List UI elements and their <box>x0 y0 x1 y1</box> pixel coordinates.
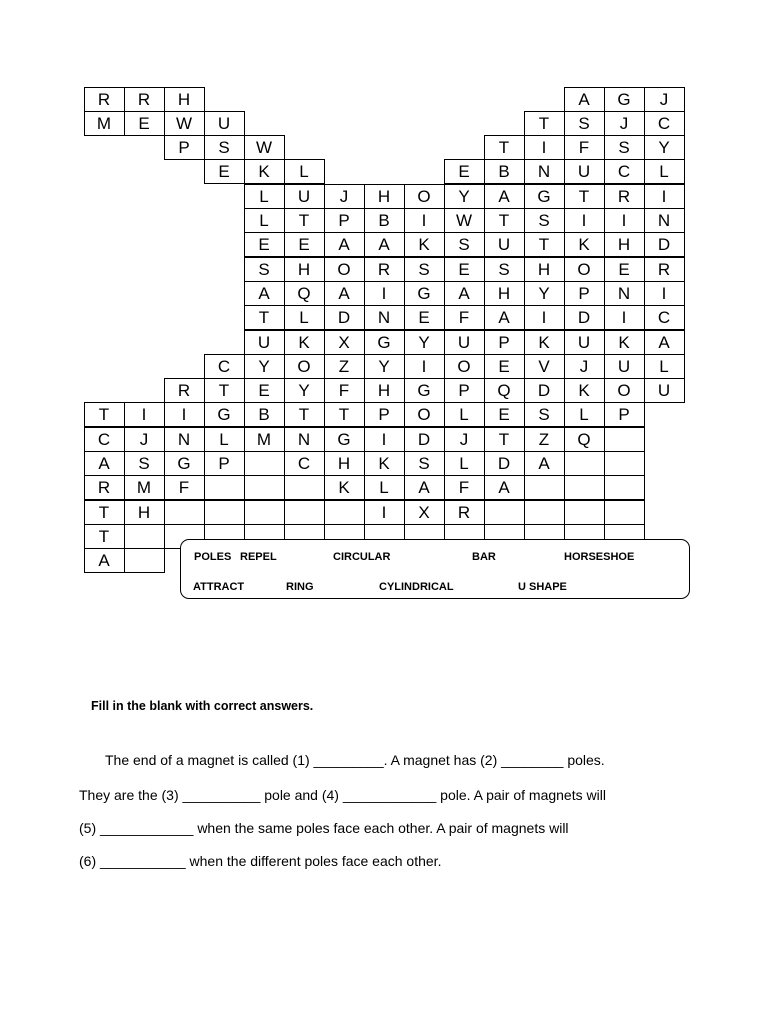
grid-cell: N <box>604 281 645 306</box>
grid-cell: R <box>604 184 645 209</box>
grid-cell: D <box>484 451 525 476</box>
grid-cell: B <box>364 208 405 233</box>
grid-cell: I <box>124 402 165 427</box>
grid-cell: M <box>84 111 125 136</box>
grid-cell <box>564 500 605 525</box>
grid-cell: A <box>484 475 525 500</box>
grid-cell: I <box>364 500 405 525</box>
grid-cell <box>284 500 325 525</box>
grid-cell: H <box>284 257 325 282</box>
grid-cell: A <box>84 451 125 476</box>
grid-cell: L <box>444 451 485 476</box>
grid-cell: E <box>244 378 285 403</box>
grid-cell <box>204 475 245 500</box>
grid-cell: R <box>124 87 165 112</box>
grid-cell: I <box>364 281 405 306</box>
grid-cell: I <box>404 208 445 233</box>
grid-cell: O <box>564 257 605 282</box>
grid-cell: E <box>444 159 485 184</box>
grid-cell: N <box>164 427 205 452</box>
grid-cell: P <box>324 208 365 233</box>
paragraph-line: (5) ____________ when the same poles face each other. A pair of magnets will <box>79 820 569 836</box>
word-bank-item: U SHAPE <box>518 581 567 593</box>
grid-cell <box>604 475 645 500</box>
grid-cell: T <box>484 208 525 233</box>
grid-cell: O <box>444 354 485 379</box>
grid-cell: J <box>644 87 685 112</box>
grid-cell: T <box>244 305 285 330</box>
grid-cell: V <box>524 354 565 379</box>
grid-cell: G <box>404 281 445 306</box>
grid-cell: E <box>484 354 525 379</box>
grid-cell: M <box>124 475 165 500</box>
grid-cell: T <box>84 402 125 427</box>
grid-cell: G <box>604 87 645 112</box>
grid-cell: O <box>604 378 645 403</box>
grid-cell: R <box>644 257 685 282</box>
grid-cell <box>124 548 165 573</box>
grid-cell <box>484 500 525 525</box>
grid-cell <box>564 451 605 476</box>
grid-cell: N <box>644 208 685 233</box>
grid-cell: I <box>404 354 445 379</box>
grid-cell <box>284 475 325 500</box>
grid-cell <box>164 500 205 525</box>
grid-cell: D <box>564 305 605 330</box>
grid-cell: C <box>284 451 325 476</box>
grid-cell <box>564 475 605 500</box>
grid-cell: K <box>564 232 605 257</box>
grid-cell: J <box>124 427 165 452</box>
grid-cell: S <box>524 402 565 427</box>
grid-cell: A <box>404 475 445 500</box>
grid-cell: O <box>324 257 365 282</box>
grid-cell: I <box>604 208 645 233</box>
grid-cell: A <box>324 232 365 257</box>
grid-cell: N <box>524 159 565 184</box>
grid-cell: A <box>244 281 285 306</box>
grid-cell: S <box>564 111 605 136</box>
grid-cell: Y <box>284 378 325 403</box>
grid-cell: O <box>404 184 445 209</box>
grid-cell: S <box>404 451 445 476</box>
grid-cell: T <box>284 402 325 427</box>
grid-cell <box>524 500 565 525</box>
grid-cell: P <box>564 281 605 306</box>
grid-cell: S <box>484 257 525 282</box>
grid-cell: T <box>564 184 605 209</box>
grid-cell: W <box>444 208 485 233</box>
grid-cell: N <box>284 427 325 452</box>
grid-cell: C <box>644 305 685 330</box>
grid-cell: E <box>604 257 645 282</box>
grid-cell: E <box>284 232 325 257</box>
grid-cell <box>204 500 245 525</box>
grid-cell: P <box>364 402 405 427</box>
grid-cell: H <box>604 232 645 257</box>
word-bank-item: HORSESHOE <box>564 551 635 563</box>
grid-cell: F <box>444 305 485 330</box>
paragraph-line: They are the (3) __________ pole and (4) ____________ pole. A pair of magnets will <box>79 787 606 803</box>
grid-cell: H <box>484 281 525 306</box>
grid-cell: U <box>484 232 525 257</box>
grid-cell: X <box>404 500 445 525</box>
grid-cell: L <box>244 184 285 209</box>
grid-cell: Z <box>524 427 565 452</box>
grid-cell <box>604 500 645 525</box>
grid-cell: X <box>324 330 365 355</box>
grid-cell <box>524 475 565 500</box>
grid-cell: P <box>604 402 645 427</box>
grid-cell: A <box>644 330 685 355</box>
word-bank-item: ATTRACT <box>193 581 245 593</box>
grid-cell: I <box>524 305 565 330</box>
grid-cell: Y <box>244 354 285 379</box>
paragraph-line: (6) ___________ when the different poles face each other. <box>79 853 442 869</box>
grid-cell: E <box>404 305 445 330</box>
grid-cell: I <box>644 184 685 209</box>
grid-cell: A <box>484 184 525 209</box>
grid-cell: G <box>204 402 245 427</box>
grid-cell: Y <box>364 354 405 379</box>
grid-cell: K <box>244 159 285 184</box>
grid-cell: S <box>124 451 165 476</box>
grid-cell: S <box>604 135 645 160</box>
grid-cell: C <box>204 354 245 379</box>
grid-cell: E <box>484 402 525 427</box>
grid-cell: P <box>204 451 245 476</box>
grid-cell: C <box>84 427 125 452</box>
word-bank-item: CIRCULAR <box>333 551 391 563</box>
grid-cell: A <box>364 232 405 257</box>
grid-cell: L <box>364 475 405 500</box>
grid-cell: H <box>124 500 165 525</box>
grid-cell: O <box>404 402 445 427</box>
grid-cell: L <box>284 305 325 330</box>
grid-cell: U <box>644 378 685 403</box>
word-bank <box>180 539 690 599</box>
word-bank-item: REPEL <box>240 551 277 563</box>
grid-cell: A <box>84 548 125 573</box>
word-bank-item: CYLINDRICAL <box>379 581 454 593</box>
grid-cell: D <box>524 378 565 403</box>
grid-cell: S <box>244 257 285 282</box>
grid-cell: K <box>604 330 645 355</box>
grid-cell: S <box>204 135 245 160</box>
grid-cell: Q <box>284 281 325 306</box>
grid-cell: U <box>204 111 245 136</box>
grid-cell: K <box>324 475 365 500</box>
grid-cell: K <box>524 330 565 355</box>
grid-cell <box>604 451 645 476</box>
grid-cell: P <box>164 135 205 160</box>
grid-cell: A <box>324 281 365 306</box>
grid-cell: L <box>244 208 285 233</box>
word-bank-item: BAR <box>472 551 496 563</box>
grid-cell: G <box>524 184 565 209</box>
grid-cell: O <box>284 354 325 379</box>
grid-cell: T <box>84 500 125 525</box>
grid-cell: G <box>404 378 445 403</box>
grid-cell <box>324 500 365 525</box>
grid-cell: A <box>484 305 525 330</box>
grid-cell: Y <box>444 184 485 209</box>
grid-cell: Y <box>644 135 685 160</box>
grid-cell: T <box>204 378 245 403</box>
paragraph-line: The end of a magnet is called (1) _________. A magnet has (2) ________ poles. <box>105 752 605 768</box>
grid-cell: J <box>324 184 365 209</box>
grid-cell: U <box>284 184 325 209</box>
grid-cell: Z <box>324 354 365 379</box>
grid-cell: G <box>364 330 405 355</box>
grid-cell: F <box>564 135 605 160</box>
grid-cell: U <box>444 330 485 355</box>
grid-cell: T <box>484 427 525 452</box>
instruction-heading: Fill in the blank with correct answers. <box>91 699 314 713</box>
grid-cell: U <box>564 159 605 184</box>
grid-cell: L <box>564 402 605 427</box>
grid-cell: H <box>524 257 565 282</box>
grid-cell: J <box>444 427 485 452</box>
grid-cell: K <box>284 330 325 355</box>
grid-cell: D <box>324 305 365 330</box>
grid-cell: A <box>564 87 605 112</box>
grid-cell: D <box>644 232 685 257</box>
grid-cell: H <box>164 87 205 112</box>
grid-cell: R <box>84 475 125 500</box>
grid-cell: T <box>284 208 325 233</box>
grid-cell: U <box>604 354 645 379</box>
grid-cell: I <box>524 135 565 160</box>
grid-cell: S <box>524 208 565 233</box>
grid-cell: F <box>444 475 485 500</box>
grid-cell: R <box>84 87 125 112</box>
grid-cell: G <box>164 451 205 476</box>
grid-cell: R <box>364 257 405 282</box>
grid-cell: P <box>444 378 485 403</box>
grid-cell: J <box>564 354 605 379</box>
grid-cell: L <box>644 354 685 379</box>
grid-cell: E <box>444 257 485 282</box>
grid-cell: Q <box>564 427 605 452</box>
grid-cell: P <box>484 330 525 355</box>
grid-cell: I <box>564 208 605 233</box>
grid-cell: E <box>244 232 285 257</box>
grid-cell: F <box>164 475 205 500</box>
grid-cell <box>244 475 285 500</box>
grid-cell: U <box>244 330 285 355</box>
grid-cell: Q <box>484 378 525 403</box>
grid-cell: L <box>644 159 685 184</box>
grid-cell: I <box>164 402 205 427</box>
grid-cell: F <box>324 378 365 403</box>
grid-cell: S <box>404 257 445 282</box>
grid-cell: S <box>444 232 485 257</box>
grid-cell: L <box>284 159 325 184</box>
grid-cell: W <box>244 135 285 160</box>
grid-cell: K <box>404 232 445 257</box>
grid-cell: A <box>444 281 485 306</box>
grid-cell: N <box>364 305 405 330</box>
grid-cell: B <box>244 402 285 427</box>
grid-cell: K <box>364 451 405 476</box>
grid-cell: D <box>404 427 445 452</box>
grid-cell: H <box>364 184 405 209</box>
grid-cell: T <box>484 135 525 160</box>
grid-cell: H <box>364 378 405 403</box>
grid-cell: Y <box>404 330 445 355</box>
grid-cell: M <box>244 427 285 452</box>
grid-cell: L <box>444 402 485 427</box>
grid-cell: I <box>364 427 405 452</box>
grid-cell <box>244 451 285 476</box>
grid-cell: K <box>564 378 605 403</box>
grid-cell: C <box>604 159 645 184</box>
grid-cell: A <box>524 451 565 476</box>
grid-cell: W <box>164 111 205 136</box>
grid-cell <box>124 524 165 549</box>
grid-cell: E <box>124 111 165 136</box>
grid-cell: J <box>604 111 645 136</box>
grid-cell: L <box>204 427 245 452</box>
grid-cell: Y <box>524 281 565 306</box>
grid-cell <box>604 427 645 452</box>
grid-cell: I <box>604 305 645 330</box>
grid-cell <box>244 500 285 525</box>
word-bank-item: RING <box>286 581 314 593</box>
grid-cell: T <box>324 402 365 427</box>
grid-cell: T <box>524 111 565 136</box>
grid-cell: C <box>644 111 685 136</box>
grid-cell: R <box>444 500 485 525</box>
grid-cell: T <box>84 524 125 549</box>
grid-cell: U <box>564 330 605 355</box>
grid-cell: H <box>324 451 365 476</box>
grid-cell: I <box>644 281 685 306</box>
grid-cell: G <box>324 427 365 452</box>
grid-cell: B <box>484 159 525 184</box>
grid-cell: E <box>204 159 245 184</box>
grid-cell: T <box>524 232 565 257</box>
word-bank-item: POLES <box>194 551 232 563</box>
grid-cell: R <box>164 378 205 403</box>
